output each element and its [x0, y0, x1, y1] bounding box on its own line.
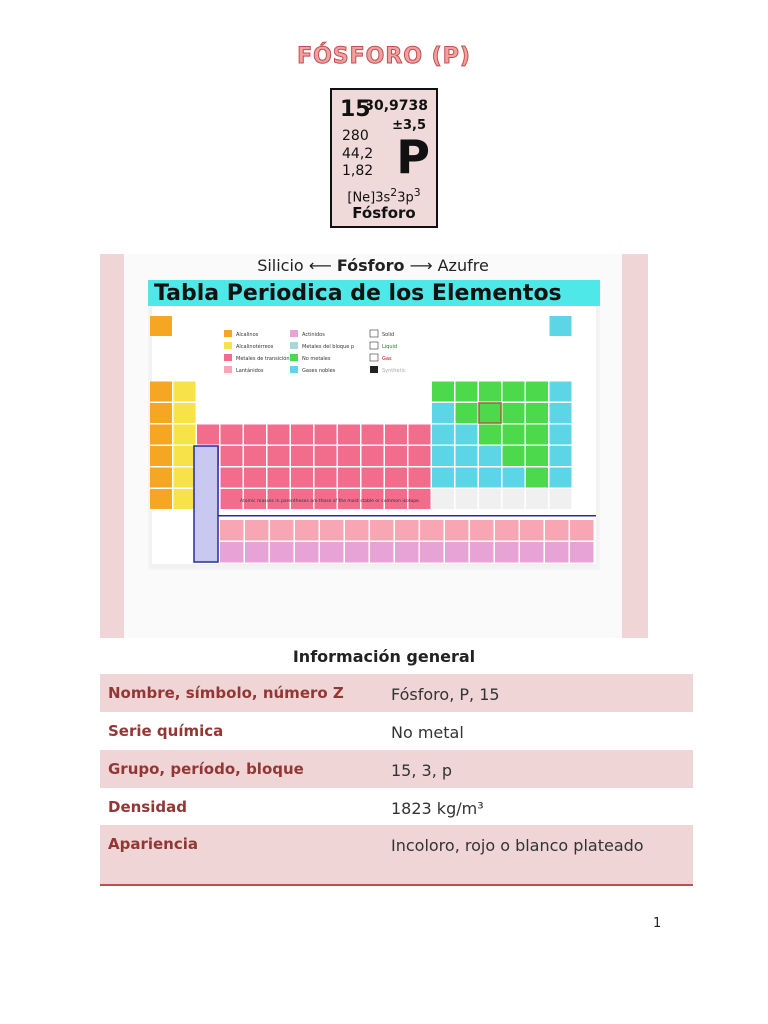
f-block-cell: [470, 520, 494, 541]
f-block-cell: [445, 520, 469, 541]
periodic-cell: [291, 468, 313, 488]
periodic-cell: [221, 446, 243, 466]
periodic-cell: [268, 468, 290, 488]
f-block-cell: [420, 542, 444, 563]
periodic-cell: [503, 468, 525, 488]
row-key: Apariencia: [108, 835, 199, 853]
tile-value-3: 1,82: [342, 163, 374, 179]
f-block-cell: [245, 542, 269, 563]
periodic-cell: [432, 403, 454, 423]
f-block-cell: [420, 520, 444, 541]
periodic-cell: [456, 382, 478, 402]
row-value: 15, 3, p: [391, 761, 453, 780]
element-symbol: P: [396, 130, 430, 184]
svg-text:Gases nobles: Gases nobles: [302, 368, 336, 374]
periodic-cell: [150, 403, 172, 423]
periodic-cell: [174, 468, 196, 488]
row-value: Fósforo, P, 15: [391, 685, 500, 704]
periodic-cell: [362, 446, 384, 466]
periodic-cell: [221, 468, 243, 488]
arrow-right-icon: ⟶: [409, 256, 433, 275]
periodic-cell: [456, 403, 478, 423]
svg-text:Solid: Solid: [382, 332, 395, 338]
periodic-cell: [432, 446, 454, 466]
periodic-cell: [479, 382, 501, 402]
element-navigation: [124, 256, 622, 275]
periodic-cell: [432, 425, 454, 445]
periodic-cell: [503, 382, 525, 402]
f-block-cell: [545, 520, 569, 541]
periodic-cell: [456, 468, 478, 488]
info-table: [100, 674, 693, 886]
element-name: Fósforo: [352, 204, 416, 222]
periodic-cell: [244, 446, 266, 466]
svg-text:Liquid: Liquid: [382, 344, 398, 350]
periodic-cell: [362, 425, 384, 445]
periodic-cell: [221, 425, 243, 445]
f-block-cell: [370, 520, 394, 541]
periodic-cell: [503, 403, 525, 423]
f-block-cell: [545, 542, 569, 563]
page-number: 1: [653, 916, 662, 931]
table-row: [100, 825, 693, 884]
periodic-cell: [409, 425, 431, 445]
f-block-cell: [370, 542, 394, 563]
f-block-cell: [270, 542, 294, 563]
periodic-cell: [174, 489, 196, 509]
f-block-cell: [345, 520, 369, 541]
table-row: [100, 674, 693, 712]
periodic-cell: [550, 382, 572, 402]
f-block-cell: [395, 520, 419, 541]
periodic-cell: [174, 403, 196, 423]
row-key: Grupo, período, bloque: [108, 760, 304, 778]
periodic-cell: [550, 316, 572, 336]
periodic-cell: [338, 446, 360, 466]
next-element-link[interactable]: Azufre: [437, 256, 489, 275]
f-block-cell: [570, 542, 594, 563]
f-block-cell: [295, 520, 319, 541]
oxidation-states: ±3,5: [392, 118, 426, 133]
svg-text:Metales de transición: Metales de transición: [236, 356, 290, 362]
periodic-cell: [456, 489, 478, 509]
prev-element-link[interactable]: Silicio: [257, 256, 304, 275]
periodic-table-banner: Tabla Periodica de los Elementos: [154, 281, 562, 306]
f-block-cell: [445, 542, 469, 563]
f-block-cell: [495, 520, 519, 541]
periodic-cell: [503, 446, 525, 466]
current-element: Fósforo: [336, 256, 405, 275]
element-tile: [330, 88, 438, 228]
periodic-cell: [479, 468, 501, 488]
table-row: [100, 750, 693, 788]
periodic-cell: [526, 403, 548, 423]
tile-value-1: 280: [342, 128, 369, 144]
svg-text:Alcalinos: Alcalinos: [236, 332, 259, 338]
svg-text:No metales: No metales: [302, 356, 331, 362]
tile-value-2: 44,2: [342, 146, 374, 162]
periodic-cell: [385, 468, 407, 488]
periodic-cell: [291, 425, 313, 445]
periodic-cell: [526, 489, 548, 509]
svg-text:Lantánidos: Lantánidos: [236, 368, 264, 374]
periodic-cell: [503, 489, 525, 509]
periodic-cell: [315, 446, 337, 466]
info-heading: Información general: [292, 647, 476, 666]
periodic-cell: [409, 468, 431, 488]
periodic-cell: [150, 446, 172, 466]
row-key: Serie química: [108, 722, 224, 740]
electron-configuration: $[Ne]3s^23p^3$: [347, 186, 421, 206]
row-key: Densidad: [108, 798, 187, 816]
periodic-cell: [150, 425, 172, 445]
svg-text:Metales del bloque p: Metales del bloque p: [302, 344, 355, 350]
periodic-cell: [291, 446, 313, 466]
f-block-cell: [395, 542, 419, 563]
periodic-cell: [268, 446, 290, 466]
periodic-cell: [432, 382, 454, 402]
periodic-cell: [150, 489, 172, 509]
periodic-cell: [315, 468, 337, 488]
periodic-cell: [526, 468, 548, 488]
row-value: No metal: [391, 723, 464, 742]
periodic-cell: [479, 489, 501, 509]
periodic-cell: [550, 489, 572, 509]
f-block-cell: [320, 542, 344, 563]
svg-text:Gas: Gas: [382, 356, 392, 362]
arrow-left-icon: ⟵: [308, 256, 332, 275]
f-block-cell: [520, 520, 544, 541]
periodic-cell: [268, 425, 290, 445]
f-block-cell: [295, 542, 319, 563]
svg-text:Alcalinotérreos: Alcalinotérreos: [236, 344, 274, 350]
atomic-number: 15: [340, 97, 371, 122]
f-block-cell: [520, 542, 544, 563]
periodic-cell: [315, 425, 337, 445]
periodic-cell: [479, 403, 501, 423]
periodic-cell: [456, 425, 478, 445]
row-key: Nombre, símbolo, número Z: [108, 684, 344, 702]
row-value: 1823 kg/m³: [391, 799, 484, 818]
f-block-cell: [495, 542, 519, 563]
periodic-cell: [150, 468, 172, 488]
periodic-cell: [550, 425, 572, 445]
row-value: Incoloro, rojo o blanco plateado: [391, 836, 644, 855]
periodic-cell: [432, 489, 454, 509]
periodic-cell: [385, 425, 407, 445]
periodic-cell: [150, 316, 172, 336]
f-block-cell: [470, 542, 494, 563]
periodic-note: Atomic masses in parentheses are those of the most stable or common isotope.: [240, 499, 421, 504]
f-block-cell: [220, 520, 244, 541]
periodic-cell: [338, 425, 360, 445]
atomic-mass: 30,9738: [364, 98, 428, 114]
periodic-table-image: [148, 280, 600, 570]
periodic-cell: [479, 446, 501, 466]
f-block-cell: [320, 520, 344, 541]
page-title: FÓSFORO (P): [297, 44, 471, 69]
periodic-cell: [174, 446, 196, 466]
periodic-cell: [550, 403, 572, 423]
periodic-cell: [550, 468, 572, 488]
svg-text:Synthetic: Synthetic: [382, 368, 406, 374]
periodic-cell: [526, 382, 548, 402]
f-block-cell: [245, 520, 269, 541]
periodic-cell: [479, 425, 501, 445]
f-block-cell: [270, 520, 294, 541]
table-row: [100, 788, 693, 825]
periodic-cell: [174, 425, 196, 445]
periodic-cell: [409, 446, 431, 466]
periodic-cell: [244, 425, 266, 445]
f-block-cell: [220, 542, 244, 563]
periodic-cell: [456, 446, 478, 466]
periodic-cell: [432, 468, 454, 488]
periodic-cell: [385, 446, 407, 466]
periodic-cell: [244, 468, 266, 488]
periodic-cell: [526, 446, 548, 466]
table-row: [100, 712, 693, 750]
periodic-cell: [362, 468, 384, 488]
periodic-cell: [338, 468, 360, 488]
periodic-cell: [150, 382, 172, 402]
f-block-cell: [345, 542, 369, 563]
periodic-cell: [526, 425, 548, 445]
periodic-cell: [197, 425, 219, 445]
svg-text:Actínidos: Actínidos: [302, 332, 325, 338]
periodic-cell: [174, 382, 196, 402]
f-block-cell: [570, 520, 594, 541]
periodic-cell: [550, 446, 572, 466]
periodic-cell: [503, 425, 525, 445]
